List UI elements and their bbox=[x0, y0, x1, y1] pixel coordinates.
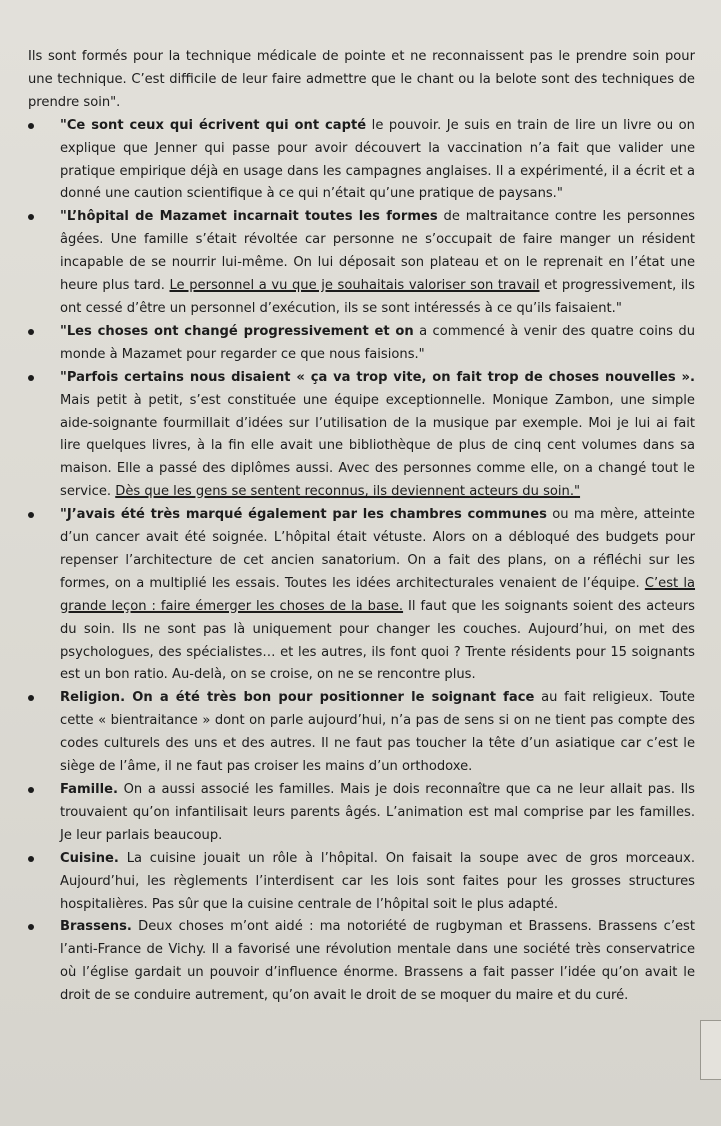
item-lead: Famille. bbox=[60, 782, 118, 797]
item-underline: Le personnel a vu que je souhaitais valoriser son travail bbox=[169, 278, 540, 294]
item-text: On a aussi associé les familles. Mais je dois reconnaître que ca ne leur allait pas. Ils trouvaient qu’on infantilisait leurs parents âgés. L’animation est mal comprise par les familles. Je leur parlais beaucoup. bbox=[60, 782, 695, 843]
item-lead: "J’avais été très marqué également par les chambres communes bbox=[60, 507, 547, 523]
item-text: le pouvoir. Je suis en train de lire un livre ou on explique que Jenner qui passe pour avoir découvert la vaccination n’a fait que valider une pratique empirique déjà en usage dans les campagnes anglaises. Il a expérimenté, il a écrit et a donné une caution scientifique à ce qui n’était qu’une pratique de paysans." bbox=[60, 117, 695, 202]
list-item bbox=[22, 916, 695, 1008]
item-text: Deux choses m’ont aidé : ma notoriété de rugbyman et Brassens. Brassens c’est l’anti-France de Vichy. Il a favorisé une révolution mentale dans une société très conservatrice où l’église gardait un pouvoir d’influence énorme. Brassens a fait passer l’idée qu’on avait le droit de se conduire autrement, qu’on avait le droit de se moquer du maire et du curé. bbox=[60, 919, 695, 1004]
list-item bbox=[22, 687, 695, 779]
item-underline: C’est la grande leçon : faire émerger les choses de la base. bbox=[60, 575, 696, 614]
list-item bbox=[22, 115, 695, 207]
bullet-icon bbox=[28, 924, 34, 930]
list-item bbox=[22, 504, 695, 687]
item-tail: Il faut que les soignants soient des acteurs du soin. Ils ne sont pas là uniquement pour changer les couches. Aujourd’hui, on met des psychologues, des spécialistes… et les autres, ils font quoi ? Trente résidents pour 15 soignants est un bon ratio. Au-delà, on se croise, on ne se rencontre plus. bbox=[60, 598, 695, 683]
item-lead: "Parfois certains nous disaient « ça va trop vite, on fait trop de choses nouvelles ». bbox=[60, 369, 695, 385]
list-item bbox=[22, 206, 695, 321]
item-text: Mais petit à petit, s’est constituée une équipe exceptionnelle. Monique Zambon, une simple aide-soignante fourmillait d’idées sur l’utilisation de la musique par exemple. Moi je lui ai fait lire quelques livres, à la fin elle avait une bibliothèque de plus de cinq cent volumes dans sa maison. Elle a passé des diplômes aussi. Avec des personnes comme elle, on a changé tout le service. bbox=[60, 392, 695, 500]
list-item bbox=[22, 367, 695, 504]
item-text: a commencé à venir des quatre coins du monde à Mazamet pour regarder ce que nous faisions." bbox=[60, 323, 695, 362]
bullet-icon bbox=[28, 695, 34, 701]
intro-paragraph: Ils sont formés pour la technique médicale de pointe et ne reconnaissent pas le prendre soin pour une technique. C’est difficile de leur faire admettre que le chant ou la belote sont des techniques de prendre soin". bbox=[28, 49, 695, 110]
bullet-icon bbox=[28, 787, 34, 793]
list-item bbox=[22, 321, 695, 367]
item-underline: Dès que les gens se sentent reconnus, ils deviennent acteurs du soin." bbox=[115, 484, 581, 500]
list-item bbox=[22, 779, 695, 848]
item-lead: Cuisine. bbox=[60, 850, 119, 866]
item-tail: et progressivement, ils ont cessé d’être un personnel d’exécution, ils se sont intéressés à ce qu’ils faisaient." bbox=[60, 278, 695, 316]
bullet-icon bbox=[28, 214, 34, 220]
list-item bbox=[22, 848, 695, 917]
bullet-icon bbox=[28, 512, 34, 518]
bullet-icon bbox=[28, 123, 34, 129]
item-lead: Religion. On a été très bon pour positionner le soignant face bbox=[60, 690, 535, 706]
page-edge-box bbox=[700, 1020, 721, 1080]
bullet-icon bbox=[28, 856, 34, 862]
item-lead: "L’hôpital de Mazamet incarnait toutes les formes bbox=[60, 209, 438, 225]
item-lead: Brassens. bbox=[60, 919, 132, 935]
bullet-icon bbox=[28, 375, 34, 381]
item-lead: "Ce sont ceux qui écrivent qui ont capté bbox=[60, 117, 367, 133]
item-text: ou ma mère, atteinte d’un cancer avait été soignée. L’hôpital était vétuste. Alors on a débloqué des budgets pour repenser l’architecture de cet ancien sanatorium. On a fait des plans, on a réfléchi sur les formes, on a multiplié les essais. Toutes les idées architecturales venaient de l’équipe. bbox=[60, 507, 695, 591]
bullet-icon bbox=[28, 329, 34, 335]
item-text: de maltraitance contre les personnes âgées. Une famille s’était révoltée car personne ne s’occupait de faire manger un résident incapable de se nourrir lui-même. On lui déposait son plateau et on le reprenait en l’état une heure plus tard. bbox=[60, 209, 695, 294]
item-text: La cuisine jouait un rôle à l’hôpital. On faisait la soupe avec de gros morceaux. Aujourd’hui, les règlements l’interdisent car les lois sont faites pour les grosses structures hospitalières. Pas sûr que la cuisine centrale de l’hôpital soit le plus adapté. bbox=[60, 850, 695, 912]
item-lead: "Les choses ont changé progressivement et on bbox=[60, 323, 414, 339]
item-text: au fait religieux. Toute cette « bientraitance » dont on parle aujourd’hui, n’a pas de sens si on ne tient pas compte des codes culturels des uns et des autres. Il ne faut pas toucher la tête d’un asiatique car c’est le siège de l’âme, il ne faut pas croiser les mains d’un orthodoxe. bbox=[60, 690, 695, 775]
